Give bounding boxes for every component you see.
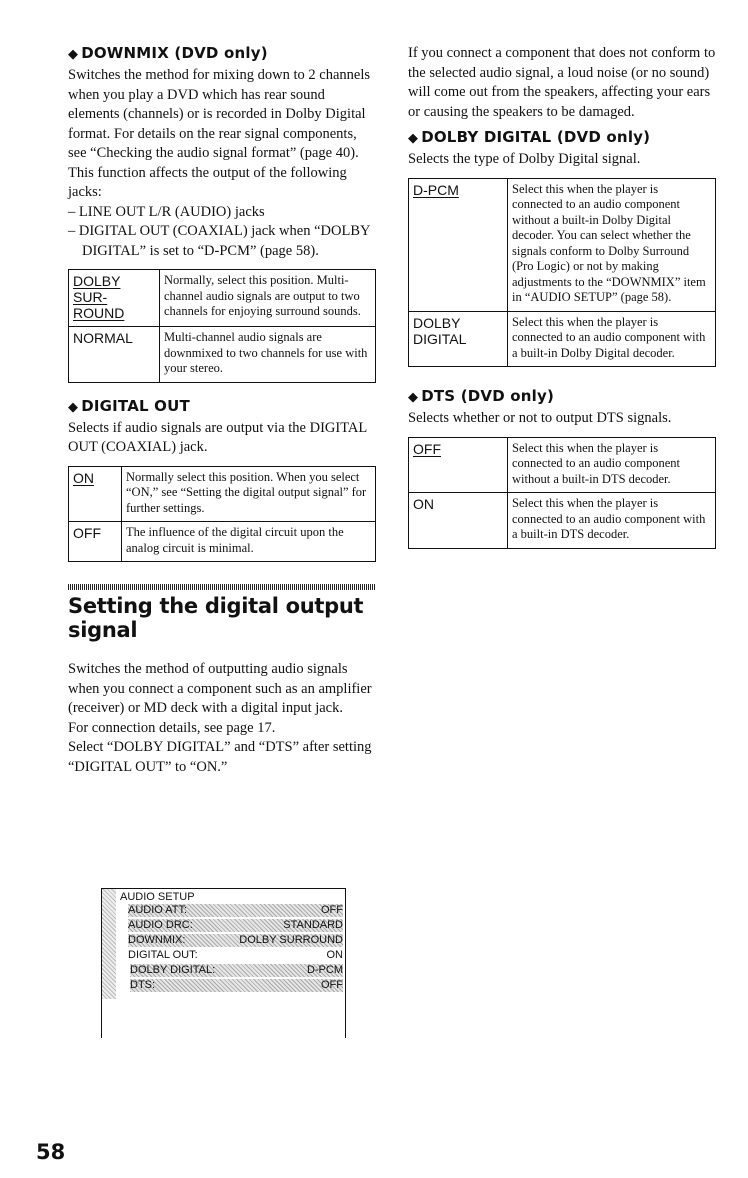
dts-body: Selects whether or not to output DTS signals. [408, 410, 672, 426]
dts-options-table [408, 437, 716, 549]
osd-title: AUDIO SETUP [120, 891, 195, 903]
section-instruction: Select “DOLBY DIGITAL” and “DTS” after setting “DIGITAL OUT” to “ON.” [68, 739, 372, 775]
option-key: ON [69, 466, 122, 522]
downmix-options-table [68, 269, 376, 383]
diamond-bullet-icon: ◆ [408, 390, 419, 405]
table-row [409, 437, 716, 493]
section-divider [68, 584, 376, 590]
table-row [69, 327, 376, 383]
option-key: NORMAL [69, 327, 160, 383]
table-row [69, 522, 376, 562]
option-key: ON [409, 493, 508, 549]
table-row [69, 270, 376, 327]
option-description: Normally, select this position. Multi-channel audio signals are output to two channels for enjoying surround sounds. [160, 270, 376, 327]
option-description: Select this when the player is connected to an audio component with a built-in Dolby Digital decoder. [508, 311, 716, 367]
option-key: DOLBY SUR- ROUND [69, 270, 160, 327]
osd-row: DOLBY DIGITAL: D-PCM [130, 964, 343, 976]
diamond-bullet-icon: ◆ [68, 47, 79, 62]
dts-heading: ◆ DTS (DVD only) [408, 387, 555, 405]
caution-text: If you connect a component that does not conform to the selected audio signal, a loud noise (or no sound) will come out from the speakers, affecting your ears or causing the speakers to be damaged. [408, 45, 716, 120]
section-title: Setting the digital output signal [68, 594, 364, 642]
osd-row: DTS: OFF [130, 979, 343, 991]
dolby-digital-heading: ◆ DOLBY DIGITAL (DVD only) [408, 128, 651, 146]
dolby-digital-options-table [408, 178, 716, 368]
option-description: Normally select this position. When you select “ON,” see “Setting the digital output signal” for further settings. [122, 466, 376, 522]
option-key: D-PCM [409, 178, 508, 311]
diamond-bullet-icon: ◆ [408, 131, 419, 146]
option-key: OFF [69, 522, 122, 562]
option-description: Select this when the player is connected to an audio component with a built-in DTS decoder. [508, 493, 716, 549]
diamond-bullet-icon: ◆ [68, 399, 79, 415]
osd-row: AUDIO ATT: OFF [128, 904, 343, 916]
option-description: Select this when the player is connected to an audio component without a built-in Dolby Digital decoder. You can select whether the signals conform to Dolby Surround (Pro Logic) or not by making adjustments to the “DOWNMIX” item in “AUDIO SETUP” (page 58). [508, 178, 716, 311]
page-number: 58 [36, 1140, 66, 1164]
downmix-bullet-2: – DIGITAL OUT (COAXIAL) jack when “DOLBY DIGITAL” is set to “D-PCM” (page 58). [68, 223, 370, 259]
digital-out-options-table [68, 466, 376, 563]
digital-out-heading: ◆ DIGITAL OUT [68, 396, 190, 415]
table-row [409, 493, 716, 549]
table-row [69, 466, 376, 522]
osd-row-selected: DIGITAL OUT: ON [128, 949, 343, 961]
dolby-digital-body: Selects the type of Dolby Digital signal. [408, 151, 641, 167]
option-description: Select this when the player is connected to an audio component without a built-in DTS decoder. [508, 437, 716, 493]
right-column [408, 44, 716, 563]
downmix-body: Switches the method for mixing down to 2 channels when you play a DVD which has rear sound elements (channels) or is recorded in Dolby Digital format. For details on the rear signal components, see “Checking the audio signal format” (page 40). This function affects the output of the following jacks: [68, 67, 371, 200]
option-key: DOLBY DIGITAL [409, 311, 508, 367]
digital-out-body: Selects if audio signals are output via the DIGITAL OUT (COAXIAL) jack. [68, 419, 367, 455]
table-row [409, 311, 716, 367]
table-row [409, 178, 716, 311]
option-description: The influence of the digital circuit upon the analog circuit is minimal. [122, 522, 376, 562]
section-connection-note: For connection details, see page 17. [68, 719, 276, 736]
left-column [68, 44, 376, 777]
screen-frame [102, 888, 345, 999]
osd-row: AUDIO DRC: STANDARD [128, 919, 343, 931]
audio-setup-screen-image [101, 888, 346, 1038]
screen-side-bar [102, 889, 116, 999]
section-body: Switches the method of outputting audio signals when you connect a component such as an amplifier (receiver) or MD deck with a digital input jack. [68, 661, 372, 716]
option-key: OFF [409, 437, 508, 493]
option-description: Multi-channel audio signals are downmixed to two channels for use with your stereo. [160, 327, 376, 383]
downmix-bullet-1: – LINE OUT L/R (AUDIO) jacks [68, 203, 265, 220]
osd-row: DOWNMIX: DOLBY SURROUND [128, 934, 343, 946]
downmix-heading: ◆ DOWNMIX (DVD only) [68, 44, 268, 62]
